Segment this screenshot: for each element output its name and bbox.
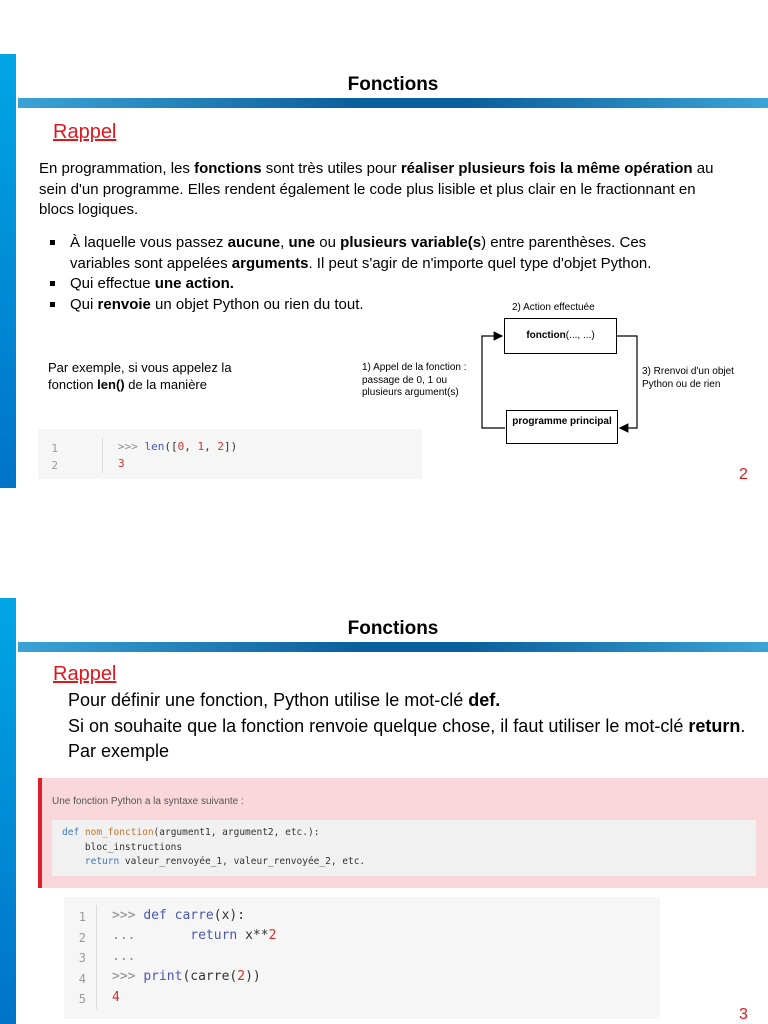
title-underline-bar [18, 642, 768, 652]
square-bullet-icon [50, 281, 55, 286]
bullet-run: arguments [231, 254, 309, 272]
slide-3 [0, 540, 768, 1024]
slide-sidebar-accent [0, 598, 16, 1024]
syntax-code [52, 820, 756, 876]
square-bullet-icon [50, 302, 55, 307]
bullet-run: , [280, 234, 289, 251]
callout-stripe [38, 778, 42, 888]
code-line-1: >>> def carre(x): [112, 908, 246, 923]
def-sentence-run: def. [468, 690, 501, 710]
code-block-carre [64, 897, 660, 1019]
return-arrow [616, 336, 637, 428]
function-call-diagram [340, 296, 760, 456]
page-number: 2 [739, 466, 748, 483]
rappel-heading: Rappel [53, 121, 117, 143]
programme-principal-box: programme principal [506, 410, 618, 444]
bullet-run: ) entre parenthèses. Ces variables sont appelées [70, 234, 647, 272]
page-number: 3 [739, 1006, 748, 1023]
call-arrow [482, 336, 505, 428]
rappel-heading: Rappel [53, 663, 117, 685]
code-line-2: ... return x**2 [112, 928, 277, 943]
fonction-box: fonction(..., ...) [504, 318, 617, 354]
example-run: len() [97, 377, 125, 392]
syntax-line-bloc: bloc_instructions [62, 842, 183, 853]
slide-2 [0, 0, 768, 500]
bullet-run: une action. [154, 275, 234, 292]
syntax-line-def: def nom_fonction(argument1, argument2, etc.): [62, 827, 320, 838]
code-line-4: >>> print(carre(2)) [112, 969, 261, 984]
gutter-separator [96, 905, 97, 1009]
bullet-run: À laquelle vous passez [70, 234, 228, 251]
bullet-run: . Il peut s'agir de n'importe quel type d'objet Python. [308, 254, 652, 272]
bullet-run: Qui effectue [70, 275, 155, 292]
bullet-item [50, 274, 710, 295]
gutter-separator [102, 437, 103, 473]
appel-label: 1) Appel de la fonction : passage de 0, 1 ou plusieurs argument(s) [362, 362, 467, 398]
example-run: Par exemple, si vous appelez la fonction [48, 360, 232, 392]
code-line-3: ... [112, 949, 136, 964]
bullet-run: un objet Python ou rien du tout. [150, 295, 364, 313]
bullet-run: renvoie [97, 295, 151, 313]
intro-run: sont très utiles pour [261, 160, 401, 177]
intro-run: fonctions [194, 160, 262, 177]
slide-sidebar-accent [0, 54, 16, 488]
syntax-callout [38, 778, 768, 888]
slide-title: Fonctions [347, 74, 439, 95]
example-text [48, 359, 278, 393]
def-sentence-run: Pour définir une fonction, Python utilise le mot-clé [68, 690, 469, 710]
renvoi-label: 3) Rrenvoi d'un objet Python ou de rien [642, 366, 734, 390]
action-label: 2) Action effectuée [512, 302, 595, 313]
bullet-run: aucune [227, 234, 281, 251]
syntax-intro: Une fonction Python a la syntaxe suivante : [52, 796, 244, 807]
line-numbers: 1 2 [51, 442, 58, 472]
return-sentence-run: return [688, 716, 741, 736]
example-run: de la manière [124, 377, 207, 392]
bullet-run: ou [315, 234, 341, 251]
syntax-line-return: return valeur_renvoyée_1, valeur_renvoyée_2, etc. [62, 856, 366, 867]
bullet-run: Qui [70, 295, 98, 313]
bullet-run: une [288, 234, 316, 251]
title-underline-bar [18, 98, 768, 108]
return-sentence-run: Si on souhaite que la fonction renvoie quelque chose, il faut utiliser le mot-clé [68, 716, 689, 736]
bullet-run: plusieurs variable(s [340, 234, 482, 251]
bullet-item [50, 233, 710, 274]
slide-title: Fonctions [347, 618, 439, 639]
line-numbers: 1 2 3 4 5 [78, 910, 86, 1006]
def-sentence [68, 688, 748, 712]
intro-run: En programmation, les [39, 160, 195, 177]
code-line-2: 3 [118, 457, 125, 470]
return-sentence-run: . Par exemple [68, 716, 746, 761]
intro-run: au sein d'un programme. Elles rendent également le code plus lisible et plus clair en le fractionnant en blocs logiques. [39, 160, 714, 218]
intro-run: réaliser plusieurs fois la même opération [400, 160, 693, 177]
square-bullet-icon [50, 240, 55, 245]
return-sentence [68, 714, 748, 764]
code-line-1: >>> len([0, 1, 2]) [118, 440, 238, 453]
code-line-5: 4 [112, 990, 120, 1005]
intro-paragraph [39, 159, 719, 221]
